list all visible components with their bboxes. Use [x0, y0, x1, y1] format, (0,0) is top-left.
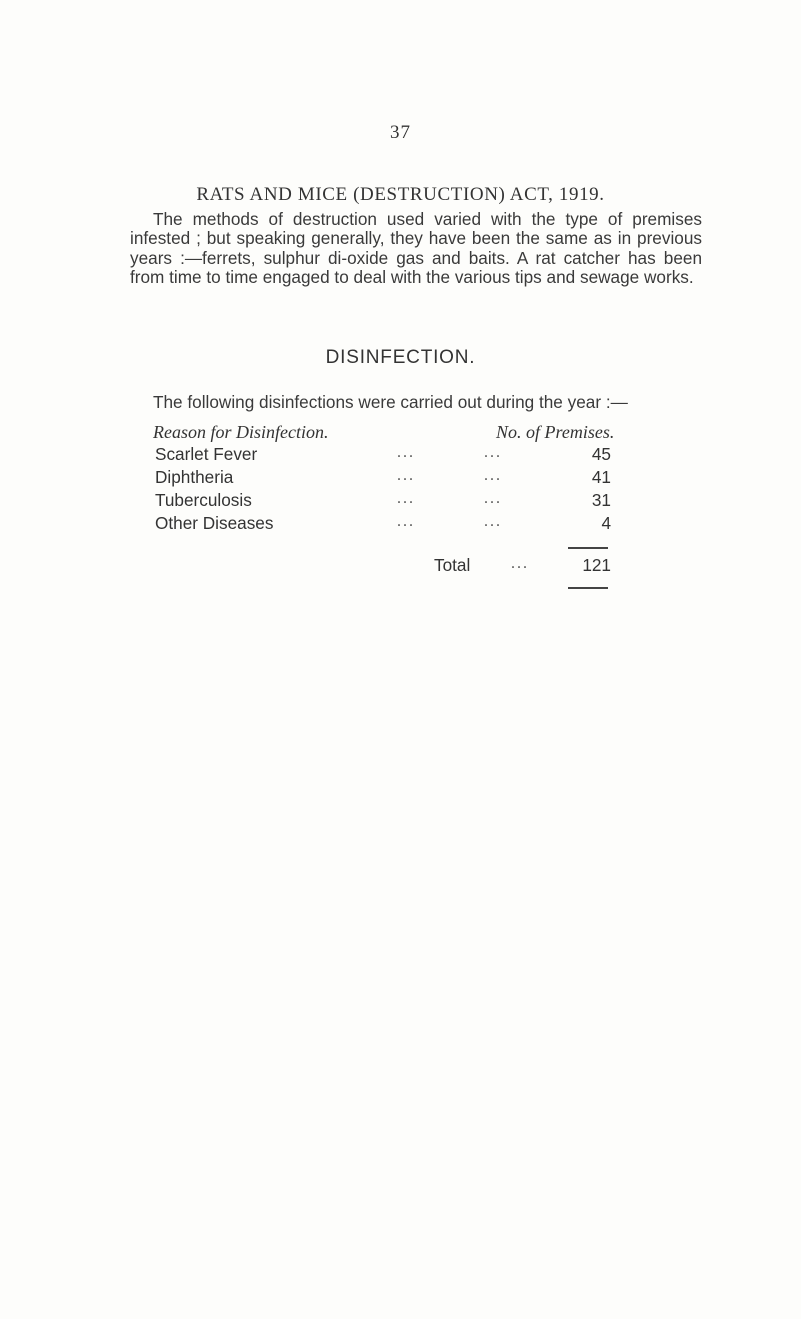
disinfection-table	[0, 422, 801, 622]
leader-dots: ...	[397, 467, 415, 484]
leader-dots: ...	[484, 513, 502, 530]
rats-section-paragraph: The methods of destruction used varied with the type of premises infested ; but speaking generally, they have been the same as in previous years :—ferrets, sulphur di-oxide gas and baits. A rat catcher has been from time to time engaged to deal with the various tips and sewage works.	[130, 209, 702, 288]
page-number: 37	[390, 122, 411, 143]
row-reason: Other Diseases	[155, 513, 274, 533]
total-value: 121	[582, 555, 611, 575]
row-premises-count: 41	[591, 467, 611, 487]
disinfection-heading: DISINFECTION.	[325, 347, 476, 368]
leader-dots: ...	[397, 490, 415, 507]
leader-dots: ...	[511, 555, 529, 572]
table-row	[0, 444, 801, 466]
total-rule-bottom	[568, 587, 608, 589]
disinfection-intro: The following disinfections were carried out during the year :—	[153, 392, 628, 412]
row-premises-count: 31	[591, 490, 611, 510]
leader-dots: ...	[484, 467, 502, 484]
table-row	[0, 490, 801, 512]
row-premises-count: 4	[601, 513, 611, 533]
row-premises-count: 45	[591, 444, 611, 464]
rats-section-heading: RATS AND MICE (DESTRUCTION) ACT, 1919.	[196, 184, 605, 205]
row-reason: Scarlet Fever	[155, 444, 258, 464]
column-header-reason: Reason for Disinfection.	[153, 422, 329, 442]
leader-dots: ...	[397, 444, 415, 461]
table-row	[0, 513, 801, 535]
leader-dots: ...	[484, 490, 502, 507]
column-header-premises: No. of Premises.	[496, 422, 615, 442]
leader-dots: ...	[484, 444, 502, 461]
row-reason: Tuberculosis	[155, 490, 252, 510]
total-rule-top	[568, 547, 608, 549]
total-label: Total	[434, 555, 471, 575]
row-reason: Diphtheria	[155, 467, 234, 487]
table-row	[0, 467, 801, 489]
leader-dots: ...	[397, 513, 415, 530]
total-row	[0, 555, 801, 577]
